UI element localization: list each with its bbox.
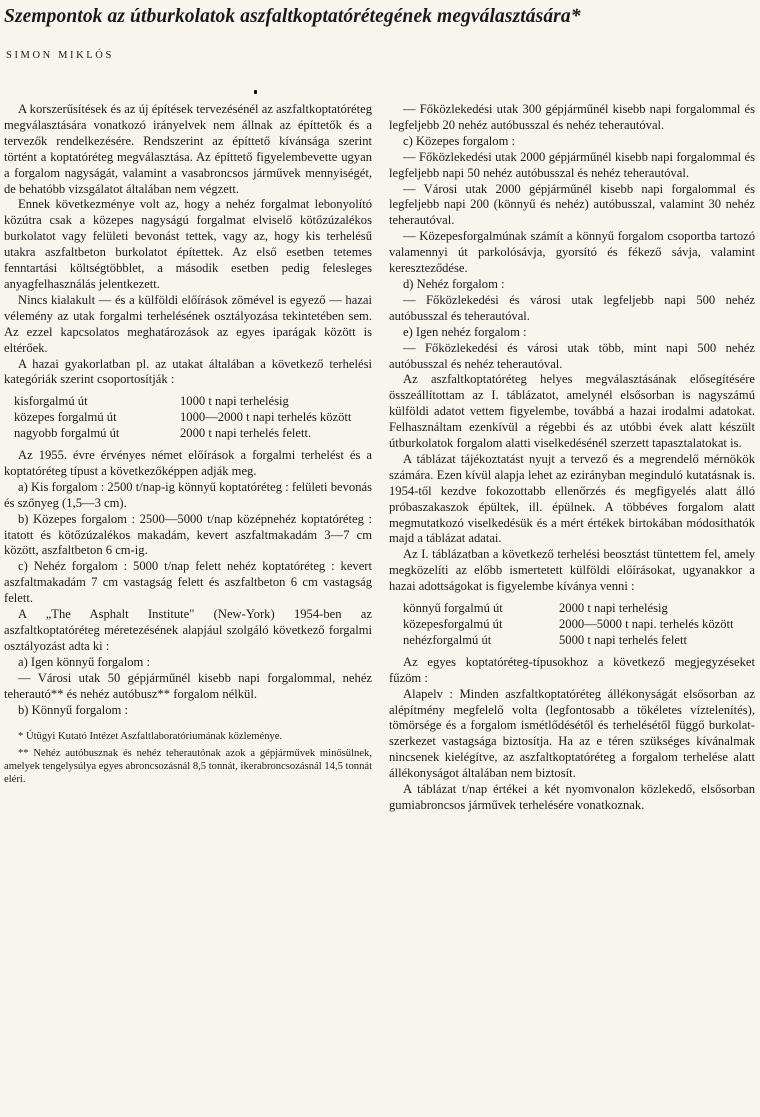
category-value: 1000—2000 t napi terhelés között xyxy=(180,410,352,425)
paragraph: Ennek következménye volt az, hogy a nehéz forgalmat lebonyolító közútra csak a közepes nagyságú forgalmat elviselő kötőzúzalékos burkolatot vagy felületi bevonást tettek, vagy az, hogy kis terhelésű utakra aszfaltbeton burkolatot építettek. Az első esetben tetemes fenntartási költségtöbblet, a második esetben pedig felesleges anyagfelhasználás jelentkezett. xyxy=(4,197,372,291)
paragraph: Alapelv : Minden aszfaltkoptatóréteg állékonyságát elsősorban az alépítmény megfelelő volta (legfontosabb a tökéletes víztelenítés), tömörsége és a forgalom ismétlődésétől és terhelésétől függő burkolat-szerkezet vastagsága biztosítja. Ha az e téren szükséges kívánalmak nincsenek kielégítve, az aszfaltkoptatóréteg a forgalom terhelése alatt állékonyságot általában nem biztosít. xyxy=(389,686,755,781)
list-item: — Főközlekedési utak 2000 gépjárműnél kisebb napi forgalommal és legfeljebb napi 50 nehéz autóbusszal és nehéz teherautóval. xyxy=(389,149,755,180)
list-item: e) Igen nehéz forgalom : xyxy=(403,324,527,339)
paragraph: A korszerűsítések és az új építések tervezésénél az aszfaltkoptatóréteg megválasztására vonatkozó irányelvek nem állnak az építtetők és a tervezők rendelkezésére. Rendszerint az építtető kívánsága szerint történt a koptatóréteg megválasztása. Az építtető figyelembevette ugyan a forgalom nagyságát, valamint a vasabroncsos járművek mennyiségét, de behatóbb vizsgálatot általában nem végzett. xyxy=(4,102,372,196)
load-category-table xyxy=(14,394,357,442)
paragraph: A táblázat t/nap értékei a két nyomvonalon közlekedő, elsősorban gumiabroncsos járművek terhelésére vonatkoznak. xyxy=(389,782,755,812)
category-value: 5000 t napi terhelés felett xyxy=(559,632,687,647)
category-name: közepes forgalmú út xyxy=(14,410,117,425)
paragraph: A „The Asphalt Institute" (New-York) 1954-ben az aszfaltkoptatóréteg méretezésének alapjául szolgáló következő forgalmi osztályozást adta ki : xyxy=(4,607,372,653)
category-value: 2000 t napi terhelés felett. xyxy=(180,426,312,441)
paragraph: Az 1955. évre érvényes német előírások a forgalmi terhelést és a koptatóréteg típust a következőképpen adják meg. xyxy=(4,448,372,478)
list-item: c) Nehéz forgalom : 5000 t/nap felett nehéz koptatóréteg : kevert aszfaltmakadám 7 cm vastagság felett és aszfaltbeton 6 cm vastagság felett. xyxy=(4,559,372,606)
footnotes xyxy=(4,730,372,786)
category-name: könnyű forgalmú út xyxy=(403,601,503,616)
category-value: 1000 t napi terhelésig xyxy=(180,394,289,409)
list-item: c) Közepes forgalom : xyxy=(403,133,516,148)
category-value: 2000—5000 t napi. terhelés között xyxy=(559,617,734,631)
list-item: — Városi utak 50 gépjárműnél kisebb napi forgalommal, nehéz teherautó** és nehéz autóbusz** forgalom nélkül. xyxy=(4,670,372,701)
category-name: nehézforgalmú út xyxy=(403,632,492,647)
category-name: nagyobb forgalmú út xyxy=(14,426,120,441)
list-item: b) Közepes forgalom : 2500—5000 t/nap középnehéz koptatóréteg : itatott és kötőzúzalékos makadám, kevert aszfaltmakadám 3—7 cm között, aszfaltbeton 6 cm-ig. xyxy=(4,511,372,558)
list-item: b) Könnyű forgalom : xyxy=(18,702,128,717)
load-category-table xyxy=(403,601,740,649)
paragraph: Az aszfaltkoptatóréteg helyes megválasztásának elősegítésére összeállítottam az I. táblázatot, amelynél elsősorban is nagyszámú külföldi adatot vettem figyelembe, továbbá a hazai irodalmi adatokat. Felhasználtam ezenkívül a régebbi és az utóbbi évek alatt készült útburkolatok forgalom alatti viselkedésénél szerzett tapasztalatokat is. xyxy=(389,372,755,451)
list-item: a) Kis forgalom : 2500 t/nap-ig könnyű koptatóréteg : felületi bevonás és szőnyeg (1,5—3 cm). xyxy=(4,479,372,510)
category-name: kisforgalmú út xyxy=(14,394,88,409)
table-row xyxy=(14,410,357,426)
paragraph: Nincs kialakult — és a külföldi előírások zömével is egyező — hazai vélemény az utak forgalmi terhelésének osztályozása tekintetében sem. Az ezzel kapcsolatos meghatározások az egyes iparágak között is eltérőek. xyxy=(4,292,372,355)
table-row xyxy=(403,601,740,617)
category-name: közepesforgalmú út xyxy=(403,617,503,631)
paragraph: Az egyes koptatóréteg-típusokhoz a következő megjegyzéseket fűzöm : xyxy=(389,654,755,685)
paragraph: A táblázat tájékoztatást nyujt a tervező és a megrendelő mérnökök számára. Ezen kívül alapja lehet az ezirányban meginduló kutatásnak is. 1954-től kezdve fokozottabb ellenőrzés és megfigyelés alatt álló próbaszakaszok épültek, ill. épülnek. A többéves forgalom alatt megmutatkozó viselkedésük és a mért értékek birtokában módosíthatók majd a táblázat adatai. xyxy=(389,451,755,546)
ink-dot xyxy=(254,90,257,94)
list-item: a) Igen könnyű forgalom : xyxy=(18,654,150,669)
table-row xyxy=(14,394,357,410)
paragraph: Az I. táblázatban a következő terhelési beosztást tüntettem fel, amely megközelíti az előbb ismertetett külföldi előírásokat, ugyanakkor a hazai adottságokat is figyelembe kíványa venni : xyxy=(389,547,755,594)
list-item: — Városi utak 2000 gépjárműnél kisebb napi forgalommal és legfeljebb napi 200 (könnyű és nehéz) autóbusszal, valamint 30 nehéz teherautóval. xyxy=(389,181,755,228)
footnote: * Útügyi Kutató Intézet Aszfaltlaboratóriumának közleménye. xyxy=(18,731,283,743)
author-name: SIMON MIKLÓS xyxy=(6,50,114,61)
left-column xyxy=(4,102,372,790)
table-row xyxy=(14,426,357,442)
right-column xyxy=(389,102,755,814)
table-row xyxy=(403,633,740,649)
list-item: d) Nehéz forgalom : xyxy=(403,276,505,291)
list-item: — Főközlekedési utak 300 gépjárműnél kisebb napi forgalommal és legfeljebb 20 nehéz autóbusszal és nehéz teherautóval. xyxy=(389,102,755,132)
list-item: — Közepesforgalmúnak számít a könnyű forgalom csoportba tartozó valamennyi út parkolósávja, gyorsító és fékező sávja, valamint kereszteződése. xyxy=(389,229,755,276)
paragraph: A hazai gyakorlatban pl. az utakat általában a következő terhelési kategóriák szerint csoportosítják : xyxy=(4,356,372,387)
list-item: — Főközlekedési és városi utak több, mint napi 500 nehéz autóbusszal és nehéz teherautóval. xyxy=(389,340,755,371)
list-item: — Főközlekedési és városi utak legfeljebb napi 500 nehéz autóbusszal és teherautóval. xyxy=(389,292,755,323)
article-title: Szempontok az útburkolatok aszfaltkoptatórétegének megválasztására* xyxy=(4,6,581,27)
category-value: 2000 t napi terhelésig xyxy=(559,601,668,616)
footnote: ** Nehéz autóbusznak és nehéz teherautónak azok a gépjárművek minősülnek, amelyek tengelysúlya egyes abroncsozásnál 8,5 tonnát, ikerabroncsozásnál 14,5 tonnát eléri. xyxy=(4,748,373,786)
table-row xyxy=(403,617,740,633)
